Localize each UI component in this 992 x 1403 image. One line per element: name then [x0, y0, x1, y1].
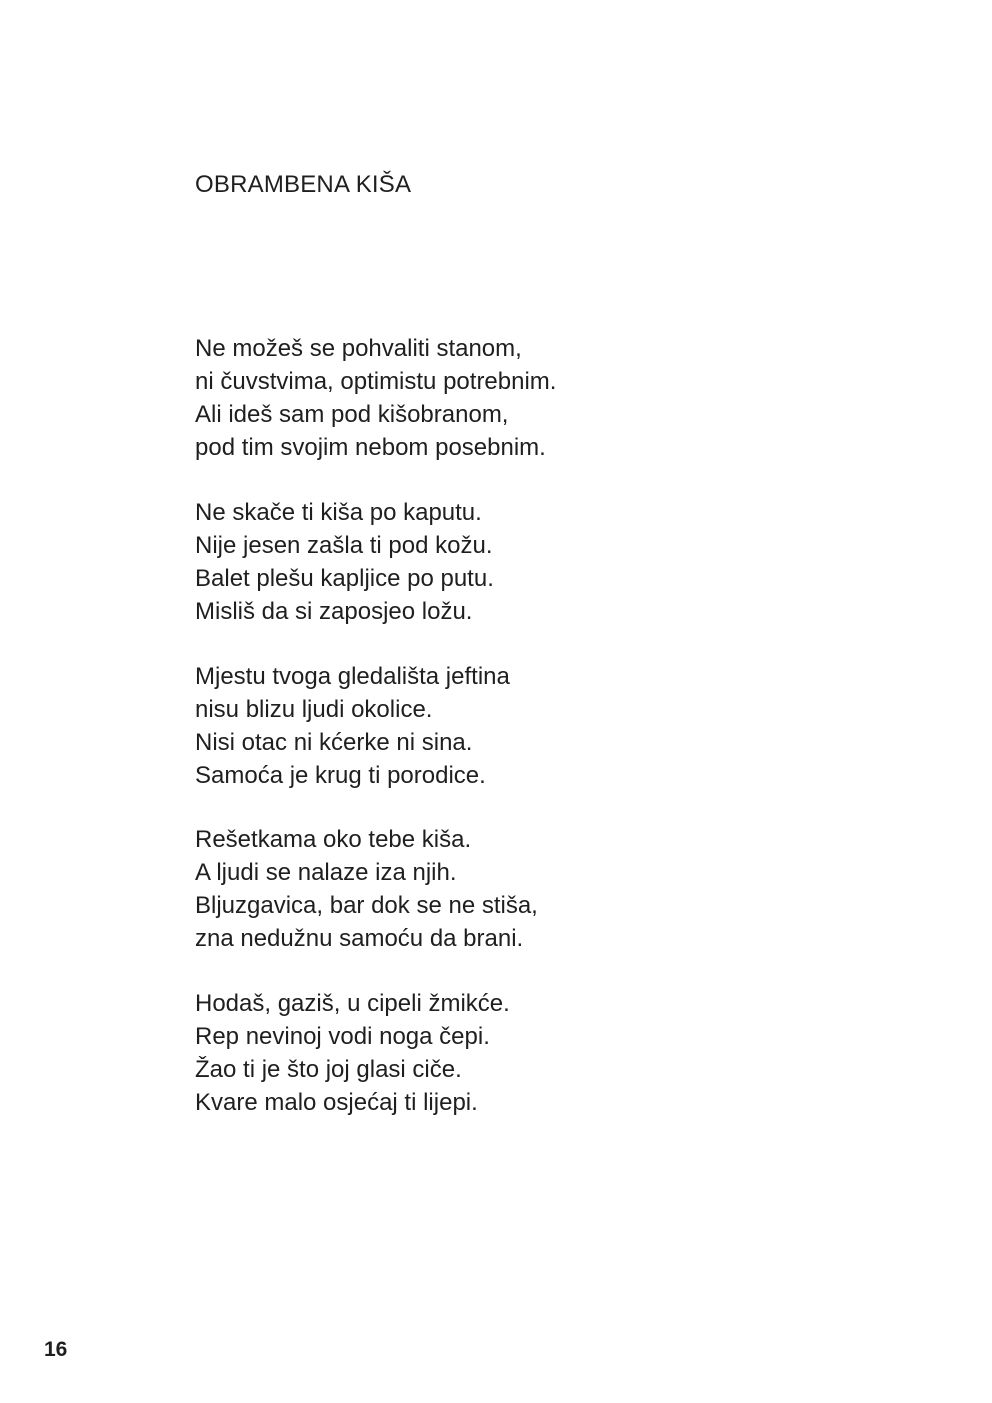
stanza-2: [195, 496, 755, 628]
stanza-3: [195, 660, 755, 792]
verse-line: Misliš da si zaposjeo ložu.: [195, 598, 473, 625]
stanza-5: [195, 987, 755, 1119]
stanza-1: [195, 332, 755, 464]
verse-line: Žao ti je što joj glasi ciče.: [195, 1056, 462, 1083]
verse-line: nisu blizu ljudi okolice.: [195, 696, 433, 723]
verse-line: zna nedužnu samoću da brani.: [195, 925, 524, 952]
verse-line: Nije jesen zašla ti pod kožu.: [195, 532, 493, 559]
verse-line: A ljudi se nalaze iza njih.: [195, 859, 457, 886]
verse-line: Balet plešu kapljice po putu.: [195, 565, 494, 592]
verse-line: Hodaš, gaziš, u cipeli žmikće.: [195, 990, 510, 1017]
verse-line: Rešetkama oko tebe kiša.: [195, 826, 472, 853]
verse-line: Kvare malo osjećaj ti lijepi.: [195, 1089, 478, 1116]
verse-line: Ne skače ti kiša po kaputu.: [195, 499, 482, 526]
poem-title: OBRAMBENA KIŠA: [195, 171, 412, 198]
verse-line: Ne možeš se pohvaliti stanom,: [195, 335, 522, 362]
verse-line: Rep nevinoj vodi noga čepi.: [195, 1023, 490, 1050]
verse-line: Nisi otac ni kćerke ni sina.: [195, 729, 473, 756]
verse-line: Samoća je krug ti porodice.: [195, 762, 486, 789]
verse-line: Bljuzgavica, bar dok se ne stiša,: [195, 892, 538, 919]
verse-line: pod tim svojim nebom posebnim.: [195, 434, 546, 461]
verse-line: ni čuvstvima, optimistu potrebnim.: [195, 368, 557, 395]
verse-line: Mjestu tvoga gledališta jeftina: [195, 663, 510, 690]
verse-line: Ali ideš sam pod kišobranom,: [195, 401, 509, 428]
stanza-4: [195, 823, 755, 955]
page-number: 16: [44, 1338, 68, 1361]
